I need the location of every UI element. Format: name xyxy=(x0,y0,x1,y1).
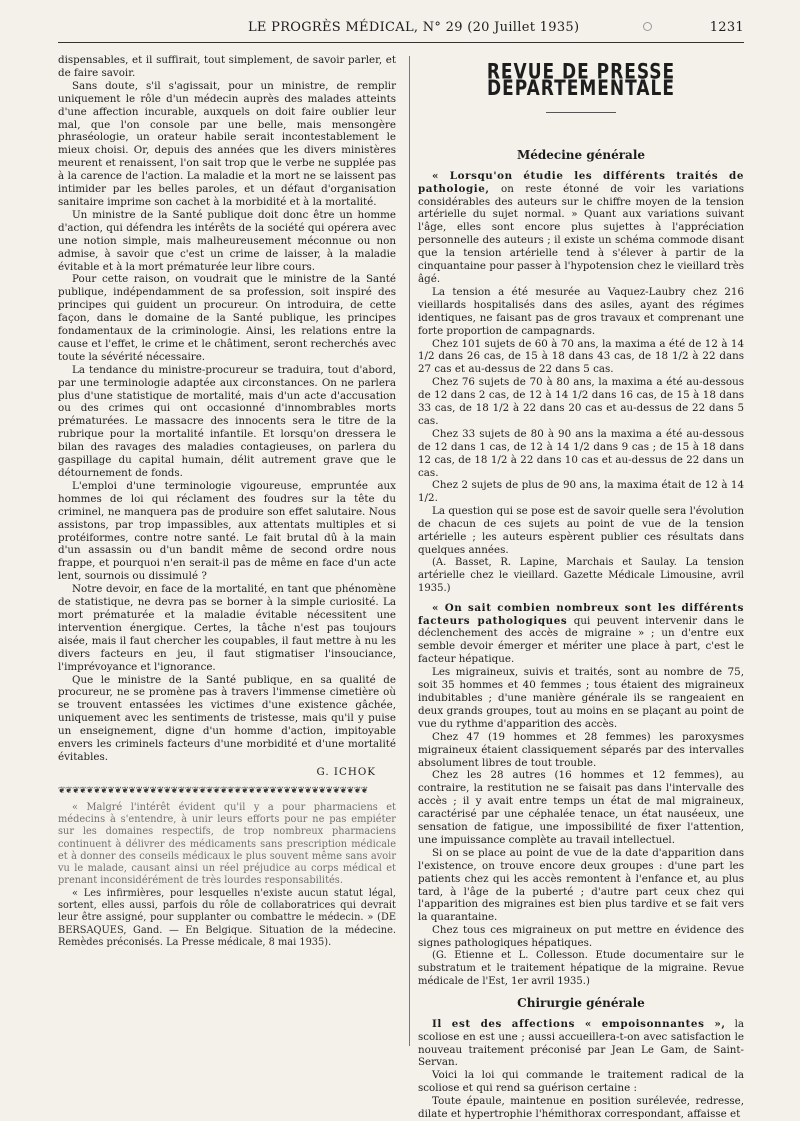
paragraph: Un ministre de la Santé publique doit donc être un homme d'action, qui défendra les intérêts de la société qui opérera avec une notion simple, mais malheureusement méconnue ou non admise, à savoir que c'est un crime de laisser, à la maladie évitable et à la mort prématurée leur libre cours. xyxy=(58,208,396,273)
paragraph: la scoliose en est une ; aussi accueillera-t-on avec satisfaction le nouveau traitement préconisé par Jean Le Gam, de Saint-Servan. xyxy=(418,1017,744,1069)
quoted-note xyxy=(58,802,396,950)
paragraph: Pour cette raison, on voudrait que le ministre de la Santé publique, indépendamment de sa profession, soit inspiré des principes qui guident un procureur. On introduira, de cette façon, dans le domaine de la Santé publique, les principes fondamentaux de la criminologie. Ainsi, les relations entre la cause et l'effet, le crime et le châtiment, seront recherchés avec toute la sévérité nécessaire. xyxy=(58,273,396,363)
subsection-title: Chirurgie générale xyxy=(517,995,645,1010)
paragraph: Toute épaule, maintenue en position surélevée, redresse, dilate et hypertrophie l'hémithorax correspondant, affaisse et xyxy=(418,1095,744,1121)
paragraph: Chez 47 (19 hommes et 28 femmes) les paroxysmes migraineux étaient classiquement séparés par des intervalles absolument libres de tout trouble. xyxy=(418,730,744,769)
circle-mark-icon xyxy=(643,22,652,31)
paragraph: Chez 2 sujets de plus de 90 ans, la maxima était de 12 à 14 1/2. xyxy=(418,479,744,505)
paragraph: La tendance du ministre-procureur se traduira, tout d'abord, par une terminologie adaptée aux circonstances. On ne parlera plus d'une statistique de mortalité, mais d'un acte d'accusation ou des crimes qui ont occasionné d'innombrables morts prématurées. Le massacre des innocents sera le titre de la rubrique pour la mortalité infantile. Et lorsqu'on dressera le bilan des ravages des maladies contagieuses, on parlera du gaspillage du capital humain, délit autrement grave que le détournement de fonds. xyxy=(58,363,396,479)
paragraph: Chez 76 sujets de 70 à 80 ans, la maxima a été au-dessous de 12 dans 2 cas, de 12 à 14 1/2 dans 16 cas, de 15 à 18 dans 33 cas, de 18 1/2 à 22 dans 20 cas et au-dessus de 22 dans 5 cas. xyxy=(418,376,744,427)
author-signature: G. ICHOK xyxy=(316,765,376,778)
paragraph: Chez tous ces migraineux on put mettre en évidence des signes pathologiques hépatiques. xyxy=(418,924,744,950)
left-column xyxy=(58,54,396,949)
paragraph: Chez 101 sujets de 60 à 70 ans, la maxima a été de 12 à 14 1/2 dans 26 cas, de 15 à 18 dans 43 cas, de 18 1/2 à 22 dans 27 cas et au-dessus de 22 dans 5 cas. xyxy=(418,337,744,376)
right-column xyxy=(418,54,744,1121)
paragraph: La question qui se pose est de savoir quelle sera l'évolution de chacun de ces sujets au point de vue de la tension artérielle ; les auteurs espèrent publier ces résultats dans quelques années. xyxy=(418,505,744,556)
paragraph: dispensables, et il suffirait, tout simplement, de savoir parler, et de faire savoir. xyxy=(58,54,396,79)
header-rule xyxy=(58,42,744,43)
running-header xyxy=(58,20,744,38)
paragraph: Les migraineux, suivis et traités, sont au nombre de 75, soit 35 hommes et 40 femmes ; tous étaient des migraineux indubitables ; d'une manière générale ils se rangeaient en deux grands groupes, tout au moins en se plaçant au point de vue du rythme d'apparition des accès. xyxy=(418,666,744,730)
paragraph: Que le ministre de la Santé publique, en sa qualité de procureur, ne se promène pas à travers l'immense cimetière où se trouvent entassées les victimes d'une existence gâchée, uniquement avec les sentiments de tristesse, mais qu'il y puise un enseignement, digne d'un homme d'action, impitoyable envers les criminels facteurs d'une morbidité et d'une mortalité évitables. xyxy=(58,673,396,763)
paragraph: L'emploi d'une terminologie vigoureuse, empruntée aux hommes de loi qui réclament des foudres sur la tête du criminel, ne manquera pas de produire son effet salutaire. Nous assistons, par trop impassibles, aux attentats multiples et si protéiformes, contre notre santé. Le fait brutal dû à la main d'un assassin ou d'un bandit même de second ordre nous frappe, et pourquoi n'en serait-il pas de même en face d'un acte lent, sournois ou dissimulé ? xyxy=(58,479,396,583)
paragraph: Sans doute, s'il s'agissait, pour un ministre, de remplir uniquement le rôle d'un médecin auprès des malades atteints d'une affection incurable, auxquels on doit faire oublier leur mal, que l'on console par une belle, mais mensongère phraséologie, un orateur habile serait incontestablement le mieux choisi. Or, depuis des années que les divers ministères meurent et renaissent, l'on sait trop que le verbe ne supplée pas à la carence de l'action. La maladie et la mort ne se laissent pas intimider par les belles paroles, et un défaut d'organisation sanitaire imprime son cachet à la morbidité et à la mortalité. xyxy=(58,79,396,208)
note-paragraph: « Malgré l'intérêt évident qu'il y a pour pharmaciens et médecins à s'entendre, à unir leurs efforts pour ne pas empiéter sur les domaines respectifs, de trop nombreux pharmaciens continuent à délivrer des médicaments sans prescription médicale et à donner des conseils médicaux le plus souvent même sans avoir vu le malade, causant ainsi un réel préjudice au corps médical et prenant inconsidérément de très lourdes responsabilités. xyxy=(58,801,396,887)
paragraph: Notre devoir, en face de la mortalité, en tant que phénomène de statistique, ne devra pas se borner à la simple curiosité. La mort prématurée et la maladie évitable nécessitent une intervention énergique. Certes, la tâche n'est pas toujours aisée, mais il faut chercher les coupables, il faut mettre à nu les divers facteurs en jeu, il faut stigmatiser l'insouciance, l'imprévoyance et l'ignorance. xyxy=(58,583,396,673)
page-number: 1231 xyxy=(709,20,744,35)
section-heading: REVUE DE PRESSE DÉPARTEMENTALE xyxy=(486,59,676,101)
ornament-divider: ❦❦❦❦❦❦❦❦❦❦❦❦❦❦❦❦❦❦❦❦❦❦❦❦❦❦❦❦❦❦❦❦❦❦❦❦❦❦❦❦❦❦❦❦ xyxy=(58,785,368,796)
paragraph: La tension a été mesurée au Vaquez-Laubry chez 216 vieillards hospitalisés dans des asiles, ayant des régimes identiques, ne faisant pas de gros travaux et comprenant une forte proportion de campagnards. xyxy=(418,285,744,337)
journal-title: LE PROGRÈS MÉDICAL, N° 29 (20 Juillet 1935) xyxy=(248,20,580,35)
lead-phrase: « Lorsqu'on étudie les différents traités de pathologie, xyxy=(418,169,744,195)
paragraph: Si on se place au point de vue de la date d'apparition dans l'existence, on trouve encore deux groupes : d'une part les patients chez qui les accès remontent à l'enfance et, au plus tard, à l'âge de la puberté ; d'autre part ceux chez qui l'apparition des migraines est bien plus tardive et se fait vers la quarantaine. xyxy=(418,846,744,924)
lead-phrase: « On sait combien nombreux sont les différents facteurs pathologiques xyxy=(418,601,744,627)
paragraph: on reste étonné de voir les variations considérables des auteurs sur le chiffre moyen de la tension artérielle du sujet normal. » Quant aux variations suivant l'âge, elles sont encore plus sujettes à l'appréciation personnelle des auteurs ; il existe un schéma commode disant que la tension artérielle tend à s'élever à partir de la cinquantaine pour passer à l'hypotension chez le vieillard très âgé. xyxy=(418,182,744,285)
column-divider xyxy=(409,56,410,1046)
paragraph: Chez 33 sujets de 80 à 90 ans la maxima a été au-dessous de 12 dans 1 cas, de 12 à 14 1/2 dans 9 cas ; de 15 à 18 dans 12 cas, de 18 1/2 à 22 dans 10 cas et au-dessus de 22 dans un cas. xyxy=(418,427,744,479)
citation: (A. Basset, R. Lapine, Marchais et Saulay. La tension artérielle chez le vieillard. Gazette Médicale Limousine, avril 1935.) xyxy=(418,556,744,594)
paragraph: Chez les 28 autres (16 hommes et 12 femmes), au contraire, la restitution ne se faisait pas dans l'intervalle des accès ; il y avait entre temps un état de mal migraineux, caractérisé par une céphalée tenace, un état nauséeux, une sensation de fatigue, une impossibilité de fixer l'attention, une impuissance complète au travail intellectuel. xyxy=(418,769,744,846)
heading-rule xyxy=(546,112,616,113)
paragraph: qui peuvent intervenir dans le déclenchement des accès de migraine » ; un d'entre eux semble devoir émerger et mériter une place à part, c'est le facteur hépatique. xyxy=(418,614,744,666)
citation: (G. Etienne et L. Collesson. Etude documentaire sur le substratum et le traitement hépatique de la migraine. Revue médicale de l'Est, 1er avril 1935.) xyxy=(418,950,744,987)
paragraph: Voici la loi qui commande le traitement radical de la scoliose et qui rend sa guérison certaine : xyxy=(418,1069,744,1095)
subsection-title: Médecine générale xyxy=(516,147,646,162)
note-paragraph: « Les infirmières, pour lesquelles n'existe aucun statut légal, sortent, elles aussi, parfois du rôle de collaboratrices qui devrait leur être assigné, pour supplanter ou combattre le médecin. » (DE BERSAQUES, Gand. — En Belgique. Situation de la médecine. Remèdes préconisés. La Presse médicale, 8 mai 1935). xyxy=(58,887,396,948)
lead-phrase: Il est des affections « empoisonnantes », xyxy=(432,1017,726,1030)
